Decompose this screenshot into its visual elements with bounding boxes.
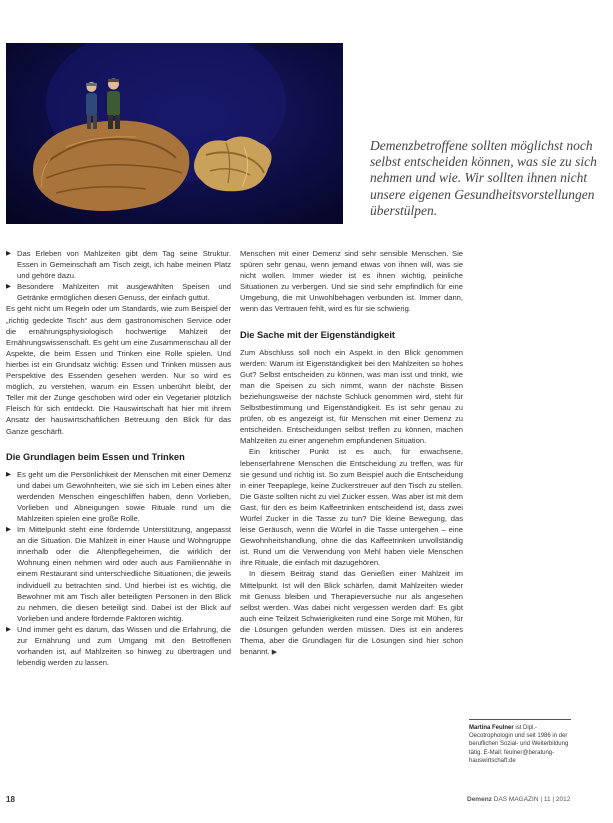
article-photo <box>6 43 343 224</box>
magazine-name: Demenz <box>467 796 492 803</box>
body-paragraph: Ein kritischer Punkt ist es auch, für erwachsene, lebenserfahrene Menschen die Entscheidung zu treffen, was für sie gesund und richtig ist. So zum Beispiel auch die Entscheidung in einer Teepaplege, keine Zuckerstreuer auf den Tisch zu stellen. Die Gäste sollten nicht zu viel Zucker essen. Was aber ist mit dem Gast, für den es beim Kaffeetrinken entscheidend ist, dass zwei Würfel Zucker in die Tasse zu tun? Die kleine Bewegung, das leise Geräusch, wenn die Würfel in die Tasse untergehen – eine Gewohnheitshandlung, ohne die das Kaffeetrinken unvollständig ist. Rund um die Verwendung von Mehl haben viele Menschen ihre Rituale, die einfach mit dazugehören. <box>240 447 463 568</box>
left-column <box>6 248 231 668</box>
bullet-icon: ▶ <box>6 625 11 633</box>
author-name: Martina Feulner <box>469 725 514 731</box>
bullet-icon: ▶ <box>6 470 11 478</box>
body-paragraph: In diesem Beitrag stand das Genießen einer Mahlzeit im Mittelpunkt. Ist will den Blick schärfen, damit Mahlzeiten wieder mit Genuss bleiben und Therapieversuche nur als angesehen selbst werden. Was dabei nicht vergessen werden darf: Es gibt auch eine Teilzeit Schwierigkeiten rund eine Sorge mit Mühen, für die Lösungen gefunden werden müssen. Dies ist ein anderes Thema, aber die Grundlagen für die Lösungen sind hier schon benannt. ▶ <box>240 569 463 657</box>
magazine-issue: DAS MAGAZIN | 11 | 2012 <box>493 796 571 803</box>
section-heading: Die Grundlagen beim Essen und Trinken <box>6 451 185 462</box>
body-paragraph: Zum Abschluss soll noch ein Aspekt in den Blick genommen werden: Warum ist Eigenständigkeit bei den Mahlzeiten so hohes Gut? Selbst entscheiden zu können, was man isst und trinkt, wie man die Speisen zu sich nimmt, wann der nächste Bissen beziehungsweise der nächste Schluck genommen wird, steht für Selbstbestimmung und Eigenständigkeit. Es ist sehr genau zu prüfen, ob es angezeigt ist, für Menschen mit einer Demenz zu entscheiden. Entscheidungen selbst treffen zu können, machen Mahlzeiten zu einer angenehm empfundenen Situation. <box>240 347 463 446</box>
intro-bullet-list <box>6 248 231 303</box>
page-number: 18 <box>6 795 15 804</box>
list-item: ▶ Es geht um die Persönlichkeit der Menschen mit einer Demenz und dabei um Gewohnheiten, wie sie sich im Leben eines älter werdenden Menschen eingeschliffen haben, denn Vorlieben, Vorlieben und Abneigungen sowie Rituale rund um die Mahlzeiten spielen eine große Rolle. <box>6 469 231 523</box>
middle-column <box>240 248 463 658</box>
caption-divider <box>469 719 571 720</box>
end-mark-icon: ▶ <box>271 649 278 657</box>
section-heading: Die Sache mit der Eigenständigkeit <box>240 329 395 340</box>
bullet-icon: ▶ <box>6 283 11 291</box>
author-caption <box>469 724 573 765</box>
list-item: ▶ Im Mittelpunkt steht eine fördernde Unterstützung, angepasst an die Situation. Die Mahlzeit in einer Hause und Wohngruppe innerhalb oder die Altenpflegeheimen, die wirklich der Wohnung einen nehmen wird oder auch aus Familiennähe in einem Restaurant sind unterschiedliche Situationen, die jeweils individuell zu betrachten sind. Und hierbei ist es wichtig, die Bewohner mit am Tisch aller beteiligten Personen in den Blick zu nehmen, die diesen beteiligt sind. Dabei ist der Blick auf Vorlieben und andere fördernde Faktoren wichtig. <box>6 525 231 623</box>
list-item: ▶ Und immer geht es darum, das Wissen und die Erfahrung, die zur Ernährung und zum Umgang mit den Betroffenen vorhanden ist, auf Mahlzeiten so hinweg zu übertragen und lebendig werden zu lassen. <box>6 624 231 668</box>
pull-quote: Demenzbetroffene sollten möglichst noch selbst entscheiden können, was sie zu sich nehmen und wie. Wir sollten ihnen nicht unsere eigenen Gesundheitsvorstellungen überstülpen. <box>370 138 597 218</box>
body-paragraph: Es geht nicht um Regeln oder um Standards, wie zum Beispiel der „richtig gedeckte Tisch“ aus dem gastronomischen Service oder die ernährungsphysiologisch hochwertige Mahlzeit der Ernährungswissenschaft. Es geht um eine Zusammenschau all der Aspekte, die beim Essen und Trinken eine Rolle spielen. Und hierbei ist ein Grundsatz wichtig: Essen und Trinken müssen aus Perspektive des Essenden gesehen werden. Nur so wird es möglich, zu verstehen, warum ein Essen unberührt bleibt, der Teller mit der Zunge geschoben wird oder ein Vegetarier plötzlich Fleisch für sich entdeckt. Die Hauswirtschaft hat hier mit ihrem Ansatz der hauswirtschaftlichen Betreuung den Blick für das Ganze geschärft. <box>6 304 231 436</box>
bullet-icon: ▶ <box>6 526 11 534</box>
walnut-figures-illustration <box>6 43 343 224</box>
author-bio: ist Dipl.-Oecotrophologin und seit 1986 in der beruflichen Sozial- und Weiterbildung tätig. E-Mail: feulner@beratung-hauswirtschaft.de <box>469 725 569 764</box>
list-item: ▶ Besondere Mahlzeiten mit ausgewählten Speisen und Getränke ermöglichen diesen Genuss, der einfach guttut. <box>6 282 231 303</box>
body-paragraph: Menschen mit einer Demenz sind sehr sensible Menschen. Sie spüren sehr genau, wenn jemand etwas von ihnen will, was sie nicht wollen. Immer wieder ist es ihnen wichtig, peinliche Situationen zu verbergen. Und sie sind sehr empfindlich für eine Umgebung, die mit Unwohlbehagen verbunden ist. Immer dann, wenn das Vertrauen fehlt, wird es für sie schwierig. <box>240 249 463 314</box>
list-item: ▶ Das Erleben von Mahlzeiten gibt dem Tag seine Struktur. Essen in Gemeinschaft am Tisch zeigt, ich habe meinen Platz und gehöre dazu. <box>6 249 231 281</box>
magazine-footer <box>467 796 570 803</box>
bullet-icon: ▶ <box>6 250 11 257</box>
bullet-list <box>6 469 231 669</box>
